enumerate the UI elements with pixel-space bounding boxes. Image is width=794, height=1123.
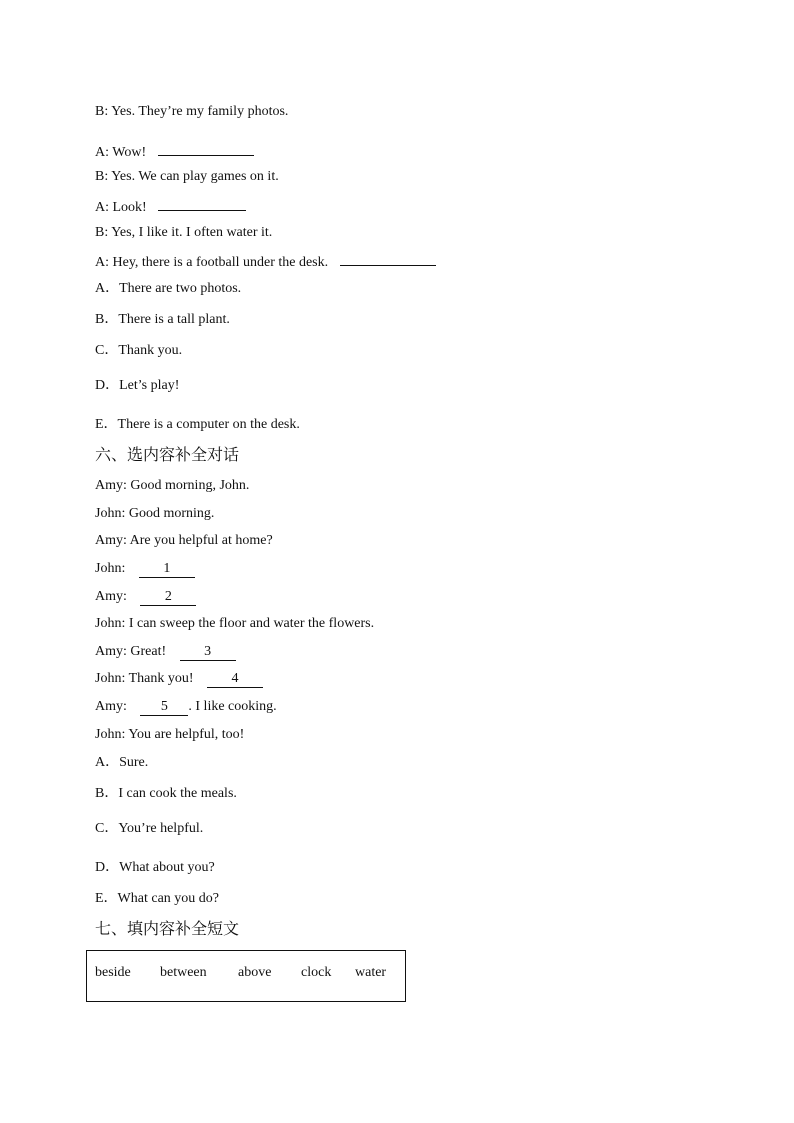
option-item: D．What about you? — [95, 860, 215, 875]
option-item: A．Sure. — [95, 755, 149, 770]
dialogue-line: B: Yes, I like it. I often water it. — [95, 225, 273, 240]
option-item: A．There are two photos. — [95, 281, 242, 296]
section-heading: 六、选内容补全对话 — [95, 445, 240, 464]
word-bank — [86, 950, 406, 1002]
word-bank-item: water — [355, 965, 387, 980]
word-bank-item: between — [160, 965, 207, 980]
dialogue-line: Amy: Are you helpful at home? — [95, 533, 273, 548]
numbered-blank[interactable]: 3 — [180, 644, 236, 661]
dialogue-text: A: Hey, there is a football under the desk. — [95, 255, 329, 270]
dialogue-line — [95, 670, 263, 688]
dialogue-line: John: I can sweep the floor and water the flowers. — [95, 616, 375, 631]
option-item: C．Thank you. — [95, 343, 183, 358]
dialogue-text: John: Thank you! — [95, 671, 194, 686]
dialogue-text: Amy: — [95, 589, 127, 604]
dialogue-line — [95, 196, 246, 217]
option-item: E．What can you do? — [95, 891, 220, 906]
numbered-blank[interactable]: 5 — [140, 699, 188, 716]
dialogue-text: John: — [95, 561, 126, 576]
dialogue-text: A: Look! — [95, 200, 147, 215]
dialogue-text: . I like cooking. — [188, 699, 277, 714]
dialogue-line — [95, 251, 436, 272]
dialogue-text: Amy: — [95, 699, 127, 714]
dialogue-line — [95, 588, 196, 606]
dialogue-line: Amy: Good morning, John. — [95, 478, 250, 493]
dialogue-line — [95, 643, 236, 661]
numbered-blank[interactable]: 1 — [139, 561, 195, 578]
dialogue-text: A: Wow! — [95, 145, 147, 160]
word-bank-item: beside — [95, 965, 131, 980]
dialogue-line — [95, 560, 195, 578]
dialogue-line — [95, 141, 254, 162]
option-item: B．There is a tall plant. — [95, 312, 230, 327]
dialogue-line: B: Yes. They’re my family photos. — [95, 104, 289, 119]
option-item: E．There is a computer on the desk. — [95, 417, 300, 432]
answer-blank[interactable] — [340, 251, 436, 266]
dialogue-line: B: Yes. We can play games on it. — [95, 169, 279, 184]
section-heading: 七、填内容补全短文 — [95, 919, 240, 938]
answer-blank[interactable] — [158, 196, 246, 211]
word-bank-item: clock — [301, 965, 332, 980]
answer-blank[interactable] — [158, 141, 254, 156]
word-bank-item: above — [238, 965, 272, 980]
dialogue-line — [95, 698, 277, 716]
option-item: D．Let’s play! — [95, 378, 180, 393]
numbered-blank[interactable]: 2 — [140, 589, 196, 606]
dialogue-text: Amy: Great! — [95, 644, 167, 659]
numbered-blank[interactable]: 4 — [207, 671, 263, 688]
dialogue-line: John: You are helpful, too! — [95, 727, 245, 742]
option-item: B．I can cook the meals. — [95, 786, 237, 801]
option-item: C．You’re helpful. — [95, 821, 204, 836]
dialogue-line: John: Good morning. — [95, 506, 215, 521]
